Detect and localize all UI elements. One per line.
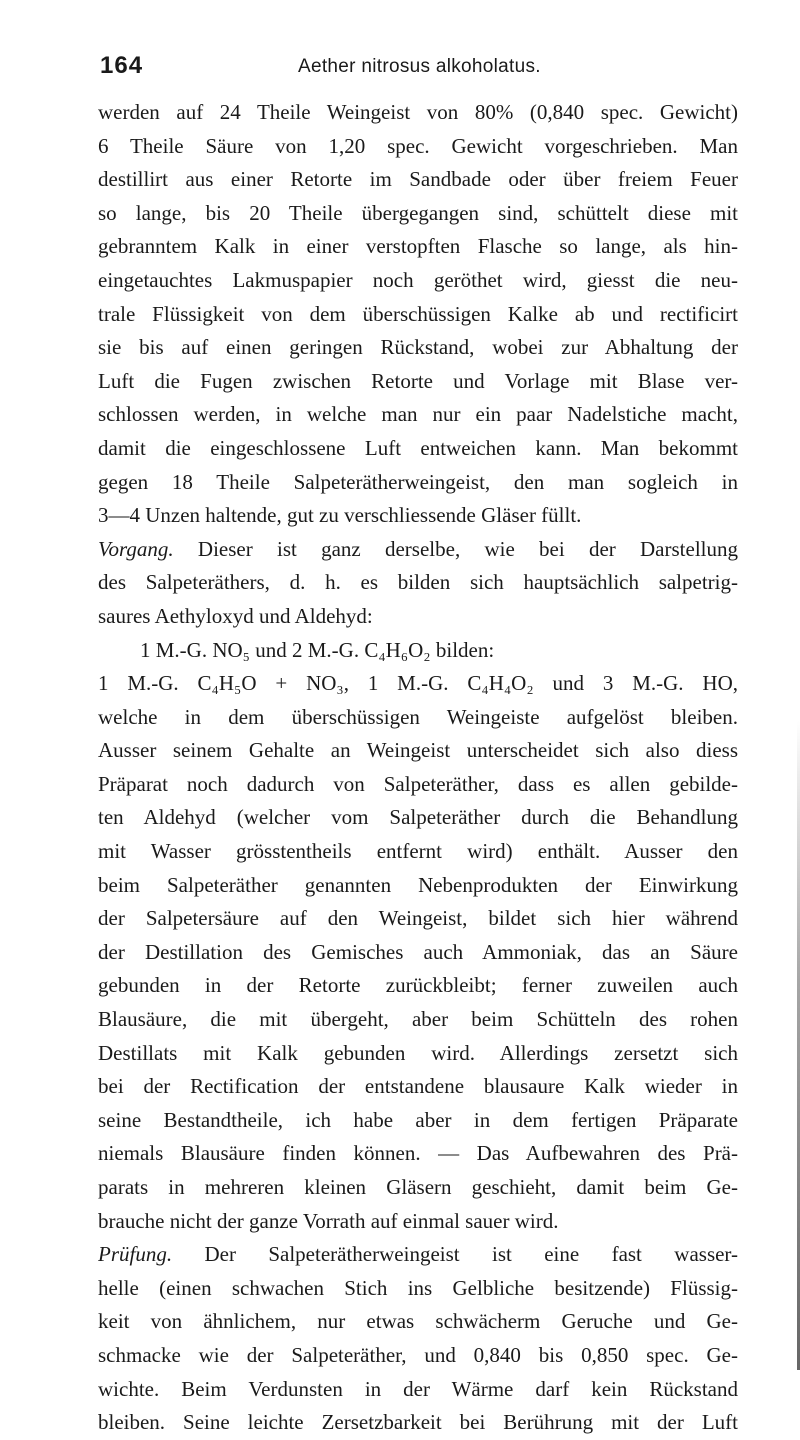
- section-lead: Prüfung.: [98, 1242, 173, 1267]
- text-line: schmacke wie der Salpeteräther, und 0,840 bis 0,850 spec. Ge-: [98, 1342, 738, 1367]
- text-line: 6 Theile Säure von 1,20 spec. Gewicht vorgeschrieben. Man: [98, 133, 738, 158]
- page-header: [100, 52, 740, 86]
- text-line: seine Bestandtheile, ich habe aber in dem fertigen Präparate: [98, 1107, 738, 1132]
- text-line: damit die eingeschlossene Luft entweichen kann. Man bekommt: [98, 435, 738, 460]
- text-line: Luft die Fugen zwischen Retorte und Vorlage mit Blase ver-: [98, 368, 738, 393]
- body-text: [98, 96, 738, 1440]
- text-line: ten Aldehyd (welcher vom Salpeteräther durch die Behandlung: [98, 805, 738, 830]
- text-line: gebunden in der Retorte zurückbleibt; ferner zuweilen auch: [98, 973, 738, 998]
- text-line: destillirt aus einer Retorte im Sandbade oder über freiem Feuer: [98, 167, 738, 192]
- text-line: beim Salpeteräther genannten Nebenprodukten der Einwirkung: [98, 872, 738, 897]
- text-line: 3—4 Unzen haltende, gut zu verschliessende Gläser füllt.: [98, 503, 582, 528]
- text-line: brauche nicht der ganze Vorrath auf einmal sauer wird.: [98, 1208, 559, 1233]
- formula-line: 1 M.-G. C₄H₅O + NO₃, 1 M.-G. C₄H₄O₂ und 3 M.-G. HO,: [98, 671, 738, 696]
- text-line: gebranntem Kalk in einer verstopften Flasche so lange, als hin-: [98, 234, 738, 259]
- text-line: keit von ähnlichem, nur etwas schwächerm Geruche und Ge-: [98, 1309, 738, 1334]
- text-line: eingetauchtes Lakmuspapier noch geröthet wird, giesst die neu-: [98, 267, 738, 292]
- text-line: niemals Blausäure finden können. — Das Aufbewahren des Prä-: [98, 1141, 738, 1166]
- text-line: Blausäure, die mit übergeht, aber beim Schütteln des rohen: [98, 1007, 738, 1032]
- text-line: welche in dem überschüssigen Weingeiste aufgelöst bleiben.: [98, 704, 738, 729]
- text-line-vorgang: Vorgang. Dieser ist ganz derselbe, wie bei der Darstellung: [98, 536, 738, 561]
- text-line: Präparat noch dadurch von Salpeteräther, dass es allen gebilde-: [98, 771, 738, 796]
- text-line: der Destillation des Gemisches auch Ammoniak, das an Säure: [98, 939, 738, 964]
- text-line: bleiben. Seine leichte Zersetzbarkeit bei Berührung mit der Luft: [98, 1410, 738, 1435]
- text-line: wichte. Beim Verdunsten in der Wärme darf kein Rückstand: [98, 1376, 738, 1401]
- text-line: gegen 18 Theile Salpeterätherweingeist, den man sogleich in: [98, 469, 738, 494]
- text-line-pruefung: Prüfung. Der Salpeterätherweingeist ist eine fast wasser-: [98, 1242, 738, 1267]
- text-line: Destillats mit Kalk gebunden wird. Allerdings zersetzt sich: [98, 1040, 738, 1065]
- text-line: schlossen werden, in welche man nur ein paar Nadelstiche macht,: [98, 402, 738, 427]
- text-line: sie bis auf einen geringen Rückstand, wobei zur Abhaltung der: [98, 335, 738, 360]
- text-line: parats in mehreren kleinen Gläsern geschieht, damit beim Ge-: [98, 1175, 738, 1199]
- text-line: so lange, bis 20 Theile übergegangen sind, schüttelt diese mit: [98, 200, 738, 225]
- text-line: werden auf 24 Theile Weingeist von 80% (0,840 spec. Gewicht): [98, 100, 738, 124]
- text-line: trale Flüssigkeit von dem überschüssigen Kalke ab und rectificirt: [98, 301, 738, 326]
- text-line: helle (einen schwachen Stich ins Gelbliche besitzende) Flüssig-: [98, 1275, 738, 1300]
- text-line: bei der Rectification der entstandene blausaure Kalk wieder in: [98, 1074, 738, 1099]
- text-line: des Salpeteräthers, d. h. es bilden sich hauptsächlich salpetrig-: [98, 570, 738, 595]
- text-line: Ausser seinem Gehalte an Weingeist unterscheidet sich also diess: [98, 738, 738, 763]
- text-line: der Salpetersäure auf den Weingeist, bildet sich hier während: [98, 906, 738, 931]
- text-line: mit Wasser grösstentheils entfernt wird) enthält. Ausser den: [98, 839, 738, 864]
- page-number: 164: [100, 52, 144, 79]
- section-lead: Vorgang.: [98, 536, 174, 561]
- running-head: Aether nitrosus alkoholatus.: [298, 56, 541, 77]
- formula-line: 1 M.-G. NO₅ und 2 M.-G. C₄H₆O₂ bilden:: [140, 637, 495, 662]
- text-line: saures Aethyloxyd und Aldehyd:: [98, 603, 373, 628]
